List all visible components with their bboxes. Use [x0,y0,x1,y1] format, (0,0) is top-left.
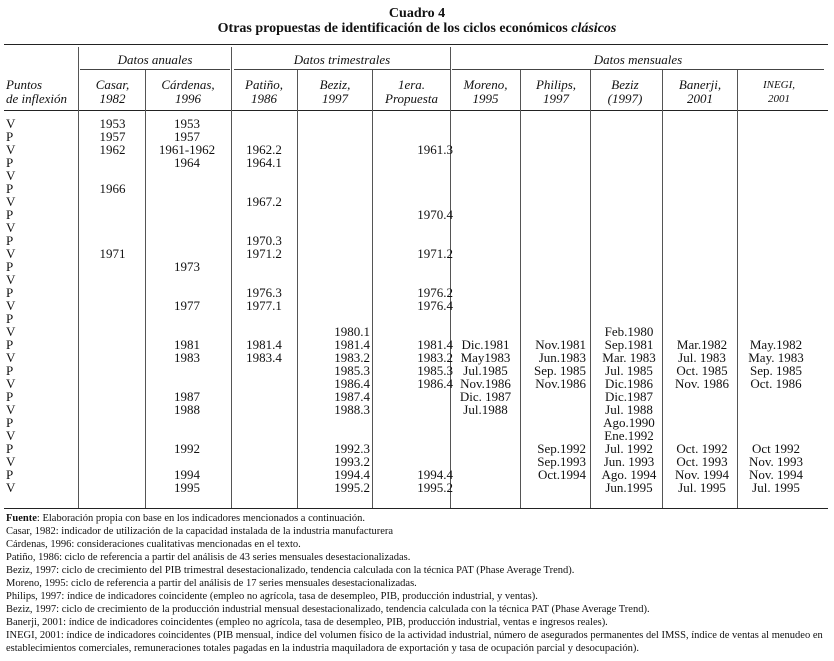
cell-philips: Sep.1993 [537,454,586,469]
cell-inegi: Nov. 1993 [748,454,804,469]
header-cardenas: Cárdenas, 1996 [161,77,215,106]
group-monthly-underline [452,69,824,70]
cell-patino: 1976.3 [246,285,282,300]
cell-casar: 1957 [99,129,126,144]
table-row [0,299,834,312]
cell-turning-point: V [6,168,16,183]
cell-turning-point: P [6,311,14,326]
cell-turning-point: V [6,376,16,391]
cell-propuesta: 1995.2 [417,480,453,495]
cell-beziz-monthly: Feb.1980 [604,324,654,339]
cell-patino: 1977.1 [246,298,282,313]
cell-banerji: Jul. 1983 [678,350,726,365]
cell-philips: Sep. 1985 [534,363,586,378]
cell-beziz-monthly: Dic.1986 [604,376,654,391]
cell-inegi: Oct 1992 [751,441,801,456]
table-title: Otras propuestas de identificación de los ciclos económicos clásicos [217,21,617,36]
cell-beziz-quarterly: 1986.4 [334,376,370,391]
cell-inegi: Oct. 1986 [750,376,802,391]
cell-beziz-quarterly: 1983.2 [334,350,370,365]
cell-turning-point: P [6,441,14,456]
cell-turning-point: P [6,155,14,170]
cell-banerji: Jul. 1995 [678,480,726,495]
cell-propuesta: 1986.4 [417,376,453,391]
cell-cardenas: 1987 [174,389,200,404]
source-note: Fuente: Elaboración propia con base en los indicadores mencionados a continuación. [6,513,365,524]
cell-turning-point: V [6,194,16,209]
cell-moreno: May1983 [460,350,511,365]
cell-cardenas: 1953 [174,116,200,131]
group-quarterly-underline [234,69,450,70]
cell-beziz-monthly: Ago.1990 [603,415,655,430]
table-row [0,481,834,494]
cell-philips: Oct.1994 [537,467,586,482]
cell-cardenas: 1988 [174,402,200,417]
table-row [0,377,834,390]
cell-inegi: Sep. 1985 [750,363,802,378]
table-number: Cuadro 4 [388,6,446,21]
cell-casar: 1971 [99,246,126,261]
cell-propuesta: 1994.4 [417,467,453,482]
cell-patino: 1971.2 [246,246,282,261]
table-row [0,403,834,416]
cell-turning-point: P [6,415,14,430]
cell-cardenas: 1964 [174,155,200,170]
cell-inegi: May.1982 [749,337,803,352]
cell-beziz-monthly: Jun.1995 [605,480,653,495]
cell-moreno: Dic. 1987 [459,389,512,404]
cell-turning-point: V [6,142,16,157]
table-row [0,143,834,156]
cell-casar: 1966 [99,181,126,196]
cell-moreno: Nov.1986 [460,376,511,391]
cell-patino: 1981.4 [246,337,282,352]
cell-turning-point: V [6,272,16,287]
cell-propuesta: 1961.3 [417,142,453,157]
header-moreno: Moreno, 1995 [463,77,508,106]
cell-propuesta: 1985.3 [417,363,453,378]
cell-turning-point: P [6,467,14,482]
cell-casar: 1953 [99,116,126,131]
cell-beziz-quarterly: 1995.2 [334,480,370,495]
cell-cardenas: 1973 [174,259,200,274]
cell-inegi: Jul. 1995 [752,480,800,495]
cell-cardenas: 1961-1962 [158,142,216,157]
cell-patino: 1983.4 [246,350,282,365]
note-line: Banerji, 2001: índice de indicadores coincidentes (empleo no agrícola, tasa de desempleo, PIB, producción industrial, ventas e ingresos reales). [6,617,608,628]
cell-beziz-quarterly: 1981.4 [334,337,370,352]
cell-beziz-monthly: Jul. 1988 [605,402,653,417]
cell-cardenas: 1983 [174,350,200,365]
cell-turning-point: P [6,337,14,352]
table-row [0,312,834,325]
cell-propuesta: 1970.4 [417,207,453,222]
header-inegi: INEGI, 2001 [762,79,796,105]
note-line: Beziz, 1997: ciclo de crecimiento del PIB trimestral desestacionalizado, tendencia calculada con la técnica PAT (Phase Average Trend). [6,565,575,576]
cell-banerji: Oct. 1993 [676,454,728,469]
table-row [0,416,834,429]
cell-moreno: Dic.1981 [461,337,510,352]
cell-propuesta: 1983.2 [417,350,453,365]
header-philips: Philips, 1997 [535,77,577,106]
cell-beziz-quarterly: 1987.4 [334,389,370,404]
note-line: Casar, 1982: indicador de utilización de la capacidad instalada de la industria manufacturera [6,526,394,537]
cell-cardenas: 1981 [174,337,200,352]
header-beziz-m: Beziz (1997) [607,77,643,106]
cell-propuesta: 1981.4 [417,337,453,352]
cell-cardenas: 1995 [174,480,200,495]
table-row [0,260,834,273]
cell-banerji: Oct. 1985 [676,363,728,378]
group-monthly: Datos mensuales [593,52,683,67]
table-row [0,247,834,260]
table-row [0,208,834,221]
cell-turning-point: P [6,259,14,274]
cell-turning-point: P [6,181,14,196]
cell-cardenas: 1957 [174,129,200,144]
header-beziz-q: Beziz, 1997 [319,77,351,106]
group-annual: Datos anuales [117,52,193,67]
cell-beziz-quarterly: 1988.3 [334,402,370,417]
header-patino: Patiño, 1986 [245,77,283,106]
cell-turning-point: V [6,350,16,365]
cell-beziz-monthly: Jul. 1992 [605,441,653,456]
cell-turning-point: P [6,129,14,144]
cell-turning-point: V [6,220,16,235]
cell-beziz-quarterly: 1980.1 [334,324,370,339]
cell-patino: 1964.1 [246,155,282,170]
header-rule [4,110,828,111]
note-line: Moreno, 1995: ciclo de referencia a partir del análisis de 17 series mensuales desestacionalizadas. [6,578,417,589]
cell-philips: Nov.1986 [535,376,586,391]
cell-propuesta: 1971.2 [417,246,453,261]
cell-turning-point: P [6,207,14,222]
note-line: Cárdenas, 1996: consideraciones cualitativas mencionadas en el texto. [6,539,301,550]
cell-beziz-quarterly: 1992.3 [334,441,370,456]
cell-inegi: Nov. 1994 [748,467,804,482]
cell-philips: Nov.1981 [535,337,586,352]
cell-beziz-monthly: Dic.1987 [604,389,654,404]
table-row [0,221,834,234]
cell-propuesta: 1976.2 [417,285,453,300]
cell-inegi: May. 1983 [748,350,804,365]
cell-beziz-monthly: Mar. 1983 [602,350,656,365]
cell-turning-point: P [6,285,14,300]
cell-beziz-monthly: Ene.1992 [604,428,654,443]
cell-banerji: Nov. 1994 [674,467,730,482]
cell-patino: 1967.2 [246,194,282,209]
cell-turning-point: V [6,428,16,443]
cell-casar: 1962 [99,142,126,157]
cell-propuesta: 1976.4 [417,298,453,313]
cell-turning-point: V [6,246,16,261]
table-row [0,156,834,169]
cell-turning-point: V [6,402,16,417]
cell-beziz-monthly: Ago. 1994 [601,467,657,482]
cell-beziz-monthly: Jun. 1993 [603,454,655,469]
notes-block [6,512,828,655]
cell-cardenas: 1994 [174,467,200,482]
cell-turning-point: V [6,298,16,313]
cell-beziz-quarterly: 1993.2 [334,454,370,469]
cell-turning-point: P [6,389,14,404]
header-banerji: Banerji, 2001 [678,77,722,106]
cell-turning-point: V [6,480,16,495]
cell-banerji: Oct. 1992 [676,441,728,456]
header-casar: Casar, 1982 [95,77,130,106]
cell-patino: 1962.2 [246,142,282,157]
cell-turning-point: V [6,324,16,339]
cell-turning-point: V [6,454,16,469]
note-line: Patiño, 1986: ciclo de referencia a partir del análisis de 43 series mensuales desestacionalizadas. [6,552,411,563]
note-line: Philips, 1997: índice de indicadores coincidente (empleo no agrícola, tasa de desempleo, PIB, producción industrial, y ventas). [6,591,538,602]
cell-cardenas: 1977 [174,298,200,313]
cell-cardenas: 1992 [174,441,200,456]
cell-beziz-monthly: Jul. 1985 [605,363,653,378]
bottom-rule [4,508,828,509]
header-puntos: Puntos de inflexión [6,77,68,106]
cell-moreno: Jul.1985 [463,363,508,378]
cell-beziz-monthly: Sep.1981 [604,337,654,352]
cell-philips: Sep.1992 [537,441,586,456]
cell-turning-point: P [6,233,14,248]
table-row [0,390,834,403]
top-rule [4,44,828,45]
group-quarterly: Datos trimestrales [293,52,391,67]
cell-beziz-quarterly: 1985.3 [334,363,370,378]
cell-turning-point: P [6,363,14,378]
cell-banerji: Mar.1982 [676,337,728,352]
cell-banerji: Nov. 1986 [674,376,730,391]
note-line: INEGI, 2001: índice de indicadores coincidentes (PIB mensual, índice del volumen físico de la actividad industrial, número de asegurados permanentes del IMSS, índice de ventas al menudeo en establecimientos comerciales, remuneraciones totales pagadas en la industria maquiladora de exportación y tasa de ocupación parcial y desocupación). [6,630,823,654]
note-line: Beziz, 1997: ciclo de crecimiento de la producción industrial mensual desestacionalizado, tendencia calculada con la técnica PAT (Phase Average Trend). [6,604,650,615]
cell-patino: 1970.3 [246,233,282,248]
cell-philips: Jun.1983 [538,350,586,365]
cell-turning-point: V [6,116,16,131]
table-row [0,182,834,195]
cell-beziz-quarterly: 1994.4 [334,467,370,482]
group-annual-underline [80,69,230,70]
header-propuesta: 1era. Propuesta [385,77,438,106]
cell-moreno: Jul.1988 [463,402,508,417]
